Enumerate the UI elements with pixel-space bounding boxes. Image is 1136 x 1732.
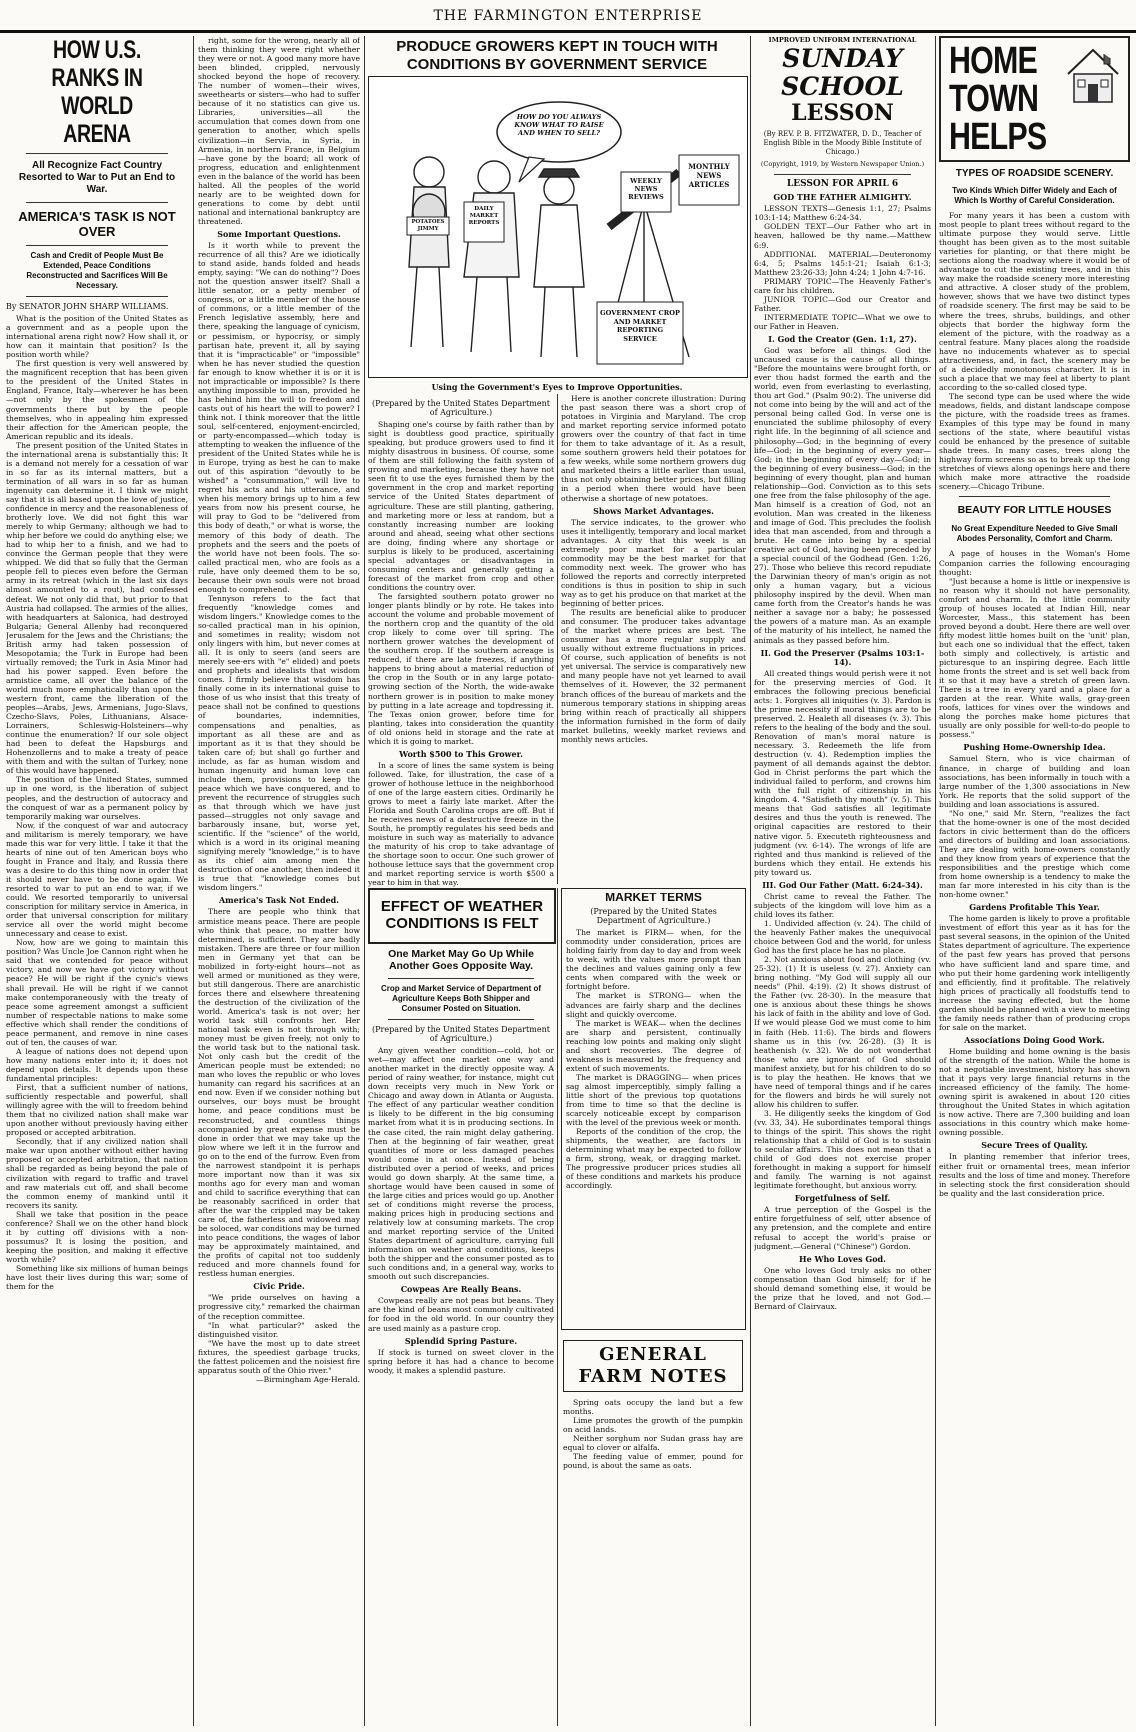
credit: (Prepared by the United States Department of Agriculture.)	[372, 1025, 550, 1044]
paragraph: "In what particular?" asked the distinguished visitor.	[198, 1320, 360, 1339]
market-terms-content	[566, 893, 741, 1325]
column-1	[6, 36, 188, 1726]
produce-column-left	[368, 394, 554, 934]
headline-produce: PRODUCE GROWERS KEPT IN TOUCH WITH CONDITIONS BY GOVERNMENT SERVICE	[396, 38, 718, 73]
divider	[26, 153, 168, 154]
paragraph: Now, if the conquest of war and autocracy and militarism is merely temporary, we have made this war for very little. I take it that the hearts of nine out of ten American boys who fought in France and Italy, and Russia there was a desire to do this thing now in order that it should never have to be done again. We resorted to war to put an end to war, if we could. We resorted temporarily to universal conscription for military service in America, in order that universal conscription for military service all over the world might become unnecessary and cease to exist.	[6, 820, 188, 939]
cartoon-balloon-text: HOW DO YOU ALWAYS KNOW WHAT TO RAISE AND WHEN TO SELL?	[514, 113, 604, 137]
paragraph: 1. Undivided affection (v. 24). The child of the heavenly Father makes the unequivocal choice between God and the world, for unless God has the first place he has no place.	[754, 918, 931, 956]
paragraph: Christ came to reveal the Father. The subjects of the kingdom will love him as a child loves its father.	[754, 891, 931, 919]
paragraph: The market is WEAK— when the declines are sharp and persistent, continually reaching low points and making only slight and short recoveries. The degree of weakness is measured by the frequency and extent of such movements.	[566, 1018, 741, 1073]
subhead: I. God the Creator (Gen. 1:1, 27).	[768, 333, 917, 344]
lesson-logo: LESSON	[791, 100, 894, 127]
subhead: Secure Trees of Quality.	[981, 1140, 1088, 1151]
subhead: Pushing Home-Ownership Idea.	[963, 742, 1106, 753]
headline-roadside: TYPES OF ROADSIDE SCENERY.	[955, 168, 1114, 179]
deck-roadside: Two Kinds Which Differ Widely and Each of Which Is Worthy of Careful Consideration.	[952, 186, 1117, 205]
paragraph: Neither sorghum nor Sudan grass hay are equal to clover or alfalfa.	[563, 1434, 743, 1453]
sign-weekly: WEEKLY NEWS REVIEWS	[628, 177, 664, 201]
column-5	[754, 36, 931, 1726]
headline-farm-notes: GENERAL FARM NOTES	[578, 1344, 728, 1387]
deck-little-houses: No Great Expenditure Needed to Give Small Abodes Personality, Comfort and Charm.	[951, 524, 1118, 544]
paragraph: Home building and home owning is the basis of the strength of the nation. While the home is not a negotiable investment, history has shown that it pays very large financial returns in the increased efficiency of the family. The home-owning spirit is awakened in about 120 cities throughout the United States in which agitation is now active. There are 7,300 building and loan associations in this country which make home-owning possible.	[939, 1046, 1130, 1138]
paragraph: right, some for the wrong, nearly all of them thinking they were right whether they were or not. A good many more have been blinded, crippled, nervously shocked beyond the hope of recovery. The number of women—their wives, sweethearts or sisters—who had to suffer because of it no statistics can give us. Libraries, universities—all the accumulation that comes down from one generation to another, which spells civilization—in Servia, in Syria, in Armenia, in northern France, in Belgium—have gone by the board; all work of progress, education and enlightenment even in the balance of the world has been halted. All the peoples of the world nearly are to be weighted down for generations to come by debt until national and international bankruptcy are threatened.	[198, 36, 360, 226]
divider	[26, 245, 168, 246]
subhead: Shows Market Advantages.	[593, 505, 714, 516]
divider	[26, 202, 168, 203]
weather-column	[368, 946, 554, 1726]
masthead-rule	[0, 30, 1136, 33]
paragraph: The market is FIRM— when, for the commodity under consideration, prices are holding fairly from day to day and from week to week, with the values more prompt than the declines and values gaining only a few cents when compared with the week or fortnight before.	[566, 928, 741, 992]
column-rule	[935, 36, 936, 1726]
headline-weather: EFFECT OF WEATHER CONDITIONS IS FELT	[380, 898, 544, 932]
attribution: —Birmingham Age-Herald.	[255, 1374, 360, 1384]
paragraph: Now, how are we going to maintain this position? Was Uncle Joe Cannon right when he said that we contended for peace without victory, and now we have got victory without peace? He will be right if the cynic's views shall prevail. He will be right if we cannot make contemporaneously with the treaty of peace some agreement amongst a sufficient number of respectable nations to make some effective which shall render the conditions of peace permanent, and remove in nine cases out of ten, the causes of war.	[6, 938, 188, 1047]
paragraph: A page of houses in the Woman's Home Companion carries the following encouraging thought:	[939, 549, 1130, 577]
paragraph: JUNIOR TOPIC—God our Creator and Father.	[754, 294, 931, 313]
sunday-school-logo: SUNDAY SCHOOL	[781, 44, 904, 102]
sign-monthly: MONTHLY NEWS ARTICLES	[688, 162, 730, 189]
deck-weather: One Market May Go Up While Another Goes Opposite Way.	[388, 948, 534, 972]
copyright: (Copyright, 1919, by Western Newspaper Union.)	[760, 160, 925, 169]
paragraph: The farsighted southern potato grower no longer plants blindly or by rote. He takes into account the volume and probable movement of the northern crop and the quantity of the old crop likely to come over till spring. The northern grower watches the development of the southern crop. If the southern acreage is reduced, if there are late freezes, if anything happens to bring about a material reduction of the crop in the South or in any large potato-growing section of the North, the wide-awake northern grower is in position to make money by putting in a late acreage and topdressing it. The Texas onion grower, before time for planting, takes into consideration the quantity of old onions held in storage and the rate at which it is going to market.	[368, 591, 554, 746]
kicker: IMPROVED UNIFORM INTERNATIONAL	[768, 36, 917, 44]
farm-notes-column	[563, 1398, 743, 1726]
house-icon	[1064, 44, 1122, 108]
subhead: Some Important Questions.	[217, 228, 341, 239]
divider	[388, 978, 534, 979]
column-2	[198, 36, 360, 1726]
column-6	[939, 36, 1130, 1726]
divider	[26, 296, 168, 297]
paragraph: First, that a sufficient number of nations, sufficiently respectable and powerful, shall willingly agree with the will to freedom behind them that no civilized nation shall make war upon another without previously having either proposed or accepted arbitration.	[6, 1083, 188, 1138]
paragraph: Secondly, that if any civilized nation shall make war upon another without either having proposed or accepted arbitration, that nation shall be regarded as being beyond the pale of civilization with regard to traffic and travel and raw materials cut off, and shall become the common enemy of mankind until it recovers its sanity.	[6, 1137, 188, 1210]
paragraph: Samuel Stern, who is vice chairman of finance, in charge of building and loan associations, has been informally in touch with a large number of the 1,300 associations in New York. He reports that the solid support of the building and loan associations is assured.	[939, 754, 1130, 809]
paragraph: Shall we take that position in the peace conference? Shall we on the other hand block it by cutting off divisions with a non-possumus? It is losing the position, and keeping the position, and making it effective worth while?	[6, 1209, 188, 1264]
sign-government: GOVERNMENT CROP AND MARKET REPORTING SERVICE	[600, 309, 680, 343]
subhead: Associations Doing Good Work.	[964, 1034, 1105, 1045]
subhead: Civic Pride.	[253, 1281, 305, 1292]
lesson-name: GOD THE FATHER ALMIGHTY.	[773, 192, 912, 203]
paragraph: Here is another concrete illustration: During the past season there was a short crop of potatoes in Virginia and Maryland. The crop and market reporting service informed potato growers over the country of that fact in time for them to take advantage of it. As a result, some southern growers held their potatoes for a few weeks, while some northern growers dug and marketed theirs a little earlier than usual, thus not only obtaining better prices, but filling in a period when there would have been otherwise a shortage of new potatoes.	[561, 394, 746, 503]
subhead: America's Task Not Ended.	[218, 895, 340, 906]
paragraph: LESSON TEXTS—Genesis 1:1, 27; Psalms 103:1-14; Matthew 6:24-34.	[754, 204, 931, 223]
paragraph: There are people who think that armistice means peace. There are people who think that peace, no matter how determined, is sufficient. They are badly mistaken. There are three or four million men in Germany yet that can be mobilized in forty-eight hours—not as well armed or munitioned as they were, but still dangerous. There are anarchistic forces there and elsewhere threatening the destruction of the civilization of the world. America's task is not over; her world task still confronts her. Her national task even is not through with; money must be given freely, not only to the world task but to the national task. Not only cash but the credit of the American people must be extended; no man who loves the republic or who loves humanity can regard his sacrifices at an end now. Even if we consider nothing but ourselves, our boys must be brought home, and peace conditions must be reconstructed, and countless things accompanied by great expense must be done in order that we may take up the plow where we left it in the furrow and go on to the end of the furrow. Even from the narrowest standpoint it is perhaps more important now than it was six months ago for every man and woman and child to sacrifice everything that can be reasonably sacrificed in order that after the war the crippled may be taken care of, the fatherless and widowed may be soloced, war conditions may be turned into peace conditions, the wages of labor may be approximately maintained, and the profits of capital not too suddenly reduced and more channels found for restless human energies.	[198, 907, 360, 1279]
subhead: Splendid Spring Pasture.	[404, 1335, 518, 1346]
paragraph: Shaping one's course by faith rather than by sight is doubtless good practice, spiritually speaking, but produce growers used to find it mighty disastrous in business. Of course, some of them are still following the faith system of growing and marketing, because they have not seen fit to use the eyes furnished them by the government in the crop and market reporting service of the United States department of agriculture. These are still planting, gathering, and marketing more or less at random, but a constantly increasing number are looking around and ahead, seeing what other sections are doing, finding where any shortage or surplus is likely to be produced, ascertaining special advantages or disadvantages in consuming centers and generally getting a forecast of the market from crop and other conditions the country over.	[368, 420, 554, 592]
label-daily-market: DAILY MARKET REPORTS	[468, 206, 500, 226]
column-rule	[557, 394, 558, 884]
paragraph: "We have the most up to date street fixtures, the speediest garbage trucks, the fattest policemen and the noisiest fire apparatus south of the Ohio river."	[198, 1338, 360, 1375]
paragraph: One who loves God truly asks no other compensation than God himself; for if he should demand something else, it would be the prize that he loved, and not God.—Bernard of Clairvaux.	[754, 1265, 931, 1311]
paragraph: Is it worth while to prevent the recurrence of all this? Are we idiotically to stand aside, hands folded and heads empty, saying: "We can do nothing"? Does not the question answer itself? Shall a little senator, or a petty member of congress, or a little member of the house of commons, or a little member of the French legislative assembly, here and there, speaking the language of cynicism, or pessimism, or hypocrisy, or simply partisan hate, prevent it, all by saying that it is "impracticable" or "impossible" when he has never studied the question far enough to know whether it is or it is not impracticable or impossible? Is there anything impossible to man, provided he has behind him the will to freedom and casts out of his heart the will to power? I think not. I think moreover that the little soul, self-centered, enjoyment-encircled, or party-encompassed—which today is attempting to weaken the influence of the president of the United States while he is in Europe, trying as best he can to make out of this aspiration "devoutly to be wished" a "consummation," will live to regret his acts and his utterance, and when his memory brings up to him a few years from now his present course, he will pray to God to be "delivered from this body of death," or what is worse, the memory of this body of death. The prophets and the seers and the poets of the world have not been fools. The so-called practical men, who are fools as a rule, have only deemed them to be so, because their own souls were not broad enough to comprehend.	[198, 241, 360, 594]
subhead: He Who Loves God.	[799, 1253, 886, 1264]
paragraph: The first question is very well answered by the magnificent reception that has been given to the president of the United States in England, France, Italy—wherever he has been—not only by the spokesmen of the governments there but by the people themselves, who in appealing him expressed their affection for the American people, the American republic and its ideals.	[6, 359, 188, 441]
paragraph: The feeding value of emmer, pound for pound, is about the same as oats.	[563, 1452, 743, 1471]
column-rule	[750, 36, 751, 1726]
cartoon-illustration	[368, 76, 748, 378]
paragraph: Any given weather condition—cold, hot or wet—may affect one market one way and another market in the directly opposite way. A period of rainy weather, for instance, might cut down receipts very much in New York or Chicago and away down in Atlanta or Augusta. The effect of any particular weather condition is likely to be different in the big consuming market from what it is in producing sections. In the case cited, the rain might delay gathering. Then at the beginning of fair weather, great quantities of more or less damaged peaches would come in at once. Instead of being distributed over a period of weeks, and prices would go down sharply. At the same time, a shortage would have been caused in some of the large cities and prices would go up. Another set of conditions might reverse the process, making prices high in producing sections and relatively low at consuming markets. The crop and market reporting service of the United States department of agriculture, carrying full information on weather and conditions, keeps both the shipper and the consumer posted as to such conditions and, in a general way, works to smooth out such discrepancies.	[368, 1046, 554, 1282]
paragraph: ADDITIONAL MATERIAL—Deuteronomy 6:4, 5; Psalms 145:1-21; Isaiah 6:1-3; Matthew 23:26-33; John 4:24; 1 John 4:7-16.	[754, 249, 931, 277]
headline-little-houses: BEAUTY FOR LITTLE HOUSES	[957, 504, 1112, 517]
farm-notes-banner	[563, 1340, 743, 1392]
lesson-date: LESSON FOR APRIL 6	[786, 179, 899, 190]
byline: By SENATOR JOHN SHARP WILLIAMS.	[6, 302, 169, 311]
paragraph: A true perception of the Gospel is the entire forgetfulness of self, utter absence of any pretension, and the complete and entire refusal to accept the world's praise or judgment.—General ("Chinese") Gordon.	[754, 1205, 931, 1251]
paragraph: The results are beneficial alike to producer and consumer. The producer takes advantage of the market where prices are best. The consumer has a more regular supply and usually without extreme fluctuations in prices. Of course, such application of benefits is not yet universal. The service is comparatively new and many people have not yet learned to avail themselves of it. However, the 32 permanent branch offices of the bureau of markets and the numerous temporary stations in shipping areas bring within reach of practically all shippers the information furnished in the form of daily market bulletins, weekly market reviews and monthly news articles.	[561, 608, 746, 744]
headline-task-not-over: AMERICA'S TASK IS NOT OVER	[18, 209, 176, 239]
paragraph: 3. He diligently seeks the kingdom of God (vv. 33, 34). He subordinates temporal things to things of the spirit. This shows the right relationship that a child of God is to sustain to secular affairs. This does not mean that a child of God does not exercise proper forethought in making a support for himself and family. The warning is not against legitimate forethought, but anxious worry.	[754, 1108, 931, 1191]
logo-helps: HELPS	[949, 116, 1047, 158]
paragraph: INTERMEDIATE TOPIC—What we owe to our Father in Heaven.	[754, 312, 931, 331]
paragraph: "We pride ourselves on having a progressive city," remarked the chairman of the reception committee.	[198, 1293, 360, 1321]
paragraph: Spring oats occupy the land but a few months.	[563, 1398, 743, 1417]
subhead: Cowpeas Are Really Beans.	[400, 1284, 522, 1295]
paragraph: A league of nations does not depend upon how many nations enter into it; it does not depend upon details. It depends upon these fundamental principles:	[6, 1046, 188, 1083]
headline-us-ranks: HOW U.S. RANKS IN WORLD ARENA	[51, 36, 143, 148]
column-rule	[193, 36, 194, 1726]
paragraph: The home garden is likely to prove a profitable investment of effort this year as it has for the past several seasons, in the opinion of the United States department of agriculture. The experience of the past few years has proved that persons who have sufficient land and spare time, and who put their home gardening work intelligently and efficiently, find it profitable. The relatively high prices of practically all foodstuffs tend to increase the saving effected, but the home garden should be planned with a view to meeting the family needs rather than of producing crops for sale on the market.	[939, 914, 1130, 1032]
weather-headline-box	[368, 888, 556, 944]
subhead: Gardens Profitable This Year.	[969, 902, 1100, 913]
paragraph: Reports of the condition of the crop, the shipments, the weather, are factors in determining what may be expected to follow a firm, strong, weak, or dragging market. The progressive producer prices studies all of these conditions and markets his produce accordingly.	[566, 1127, 741, 1191]
paragraph: Cowpeas really are not peas but beans. They are the kind of beans most commonly cultivated for food in the old world. In our country they are used mainly as a pasture crop.	[368, 1296, 554, 1333]
paragraph: The second type can be used where the wide meadows, fields, and distant landscape compose the picture, with the roadside trees as frames. Examples of this type may be found in many sections of the state, where beautiful vistas could be enhanced by the presence of suitable shade trees. In many cases, trees along the highway form screens so as to break up the long stretches of views along openings here and there which make more attractive the roadside scenery.—Chicago Tribune.	[939, 391, 1130, 492]
paragraph: "Just because a home is little or inexpensive is no reason why it should not have personality, comfort and charm. In the little community group of houses located at Indian Hill, near Worcester, Mass., this statement has been proved beyond a doubt. Here there are well over fifty modest little homes built on the 'unit' plan, but each one so individual that the effect, taken both simply and collectively, is artistic and picturesque to an inspiring degree. Each little home fronts the street and is set well back from it so that it may have a stretch of green lawn. There is a tree in every yard and a place for a garden at the rear. White walls, gray-green roofs, lattices for vines over the windows and along the porches make home pictures that usually are only possible for well-to-do people to possess."	[939, 576, 1130, 740]
paragraph: The present position of the United States in the international arena is substantially this: It is a demand not merely for a cessation of war in so far as its internal matters, but a termination of all wars in so far as human ingenuity can determine it. I think we might say that it is all based upon the love of justice, confidence in mercy and the reasonableness of brotherly love. We did not fight this war merely to whip Germany; although we had to whip her before we could do anything else; we had to whip her to a finish, and we had to convince the German people that they were whipped. We did that so fully that the German people fell to pieces even before the German army in its retreat (which in the last six days almost amounted to a rout), had confessed defeat. We not only did that, but prior to that Austria had collapsed. The armies of the allies, with headquarters at Salonica, had destroyed Bulgaria; General Allenby had reconquered Jerusalem for the Jews and the Christians; the British army had taken possession of Mesopotamia; the Turk in Europe had been virtually removed; the Turk in Asia Minor had had his power sapped. Even before the armistice came, all over the balance of the world much more emphatically than upon the western front, came the liberation of the peoples—Arabs, Jews, Armenians, Jugo-Slavs, Czecho-Slavs, Poles, Lithuanians, Alsace-Lorrainers, Schleswig-Holsteiners—why continue the enumeration? If our sole object had been to defeat the Hapsburgs and Hohenzollerns and to make a treaty of peace with them and with the sultan of Turkey, none of this would have happened.	[6, 440, 188, 776]
headline-market-terms: MARKET TERMS	[605, 893, 702, 904]
label-potatoes: POTATOES JIMMY	[411, 219, 445, 232]
produce-column-right	[561, 394, 746, 884]
paragraph: Something like six millions of human beings have lost their lives during this war; some of them for the	[6, 1263, 188, 1292]
divider	[388, 1019, 534, 1020]
credit: (Prepared by the United States Department of Agriculture.)	[590, 907, 717, 926]
paragraph: The market is STRONG— when the advances are fairly sharp and the declines slight and quickly overcome.	[566, 991, 741, 1019]
paragraph: What is the position of the United States as a government and as a people upon the international arena right now? How shall it, or how can it maintain that position? Is the position worth while?	[6, 314, 188, 360]
deck-cash-credit: Cash and Credit of People Must Be Extended, Peace Conditions Reconstructed and Sacrifices Will Be Necessary.	[26, 251, 168, 290]
paragraph: Tennyson refers to the fact that frequently "knowledge comes and wisdom lingers." Knowledge comes to the so-called practical man in his opinion, and sometimes in reality; wisdom not only lingers with him, but never comes at all. It is only to seers (and seers are merely see-ers with "e" elided) and poets and prophets and idealists that wisdom comes. I firmly believe that wisdom has finally come in its international guise to those of us who insist that this treaty of peace shall not be confined to questions of boundaries, indemnities, compensations and penalties, as important as all these are and as important as it is that they should be taken care of; but shall go further and include, as far as human wisdom and human ingenuity and human love can include them, provisions to keep the peace which we have conquered, and to prevent the recurrence of struggles such as that through which we have just passed—struggles not only savage and barbarously insane, but, worse yet, scientific. If the "science" of the world, which is a word in its original meaning signifying merely "knowledge," is to have as its chief aim among men the destruction of one another, then indeed it is true that "knowledge comes but wisdom lingers."	[198, 593, 360, 893]
logo-home: HOME	[949, 40, 1037, 82]
paragraph: 2. Not anxious about food and clothing (vv. 25-32). (1) It is useless (v. 27). Anxiety can bring nothing. "My God will supply all our needs" (Phil. 4:19). (2) It shows distrust of the Father (vv. 28-30). In the measure that one is anxious about these things he shows his lack of faith in the ability and love of God. If we would please God we must come to him in faith (Heb. 11:6). The birds and flowers shame us in this (vv. 26-28). (3) It is heathenish (v. 32). We do not wonderthat those who are ignorant of God should manifest anxiety, but for his children to do so is to play the heathen. He knows that we have need of temporal things and if he cares for the flowers and birds he will surely not allow his children to suffer.	[754, 955, 931, 1109]
paragraph: The position of the United States, summed up in one word, is the liberation of subject peoples, and the destruction of autocracy and the conquest of war as a permanent policy by temporarily making war ourselves.	[6, 775, 188, 821]
masthead: THE FARMINGTON ENTERPRISE	[433, 8, 703, 24]
paragraph: God was before all things. God the uncaused cause is the cause of all things. "Before the mountains were brought forth, or ever thou hadst formed the earth and the world, even from everlasting to everlasting, thou art God." (Psalm 90:2). The universe did not come into being by the will and act of the personal being called God. In verse one is enunciated the sublime philosophy of every right life. In the beginning of all science and philosophy—God; in the beginning of every life—God; in the beginning of every year—God; in the beginning of every day—God; in the beginning of every business—God; in the beginning of every thought, plan and human relationship—God. Conviction as to this sets one free from the false philosophy of the age. Man himself is a creation of God, not an evolution. Man was created in the likeness and image of God. This precludes the foolish idea that man ascended, from and through a brute. He came into being by a special creative act of God, having been preceded by a special council of the Godhead (Gen. 1:26, 27). Those who believe this record repudiate the Darwinian theory of man's origin as not only a human vagary, but a vicious philosophy inspired by the devil. When man came forth from the Creator's hands he was neither a savage nor a baby; he possessed the powers of a mature man. As an example of the maturity of his intellect, he named the animals as they passed before him.	[754, 346, 931, 645]
paragraph: "No one," said Mr. Stern, "realizes the fact that the home-owner is one of the most decided factors in civic betterment than do the officers and directors of building and loan associations. They are dealing with home-owners constantly and they know from years of experience that the responsibilities and the prestige which come from home ownership is a tendency to make the man far more interested in his city than is the non-home owner."	[939, 808, 1130, 900]
paragraph: In planting remember that inferior trees, either fruit or ornamental trees, mean inferior results and the loss of time and money. Therefore in selecting stock the first consideration should be quality and the last consideration price.	[939, 1152, 1130, 1198]
paragraph: The market is DRAGGING— when prices sag almost imperceptibly, simply falling a little short of the previous top quotations from time to time so that the decline is scarcely noticeable except by comparison with the level of the previous week or month.	[566, 1072, 741, 1128]
column-rule	[364, 36, 365, 1726]
divider	[774, 174, 911, 175]
paragraph: GOLDEN TEXT—Our Father who art in heaven, hallowed be thy name.—Matthew 6:9.	[754, 222, 931, 250]
subhead: Forgetfulness of Self.	[794, 1193, 891, 1204]
paragraph: If stock is turned on sweet clover in the spring before it has had a chance to become woody, it makes a splendid pasture.	[368, 1347, 554, 1375]
subhead: Worth $500 to This Grower.	[399, 748, 523, 759]
subhead: II. God the Preserver (Psalms 103:1-14).	[760, 647, 925, 667]
column-rule	[557, 888, 558, 1726]
paragraph: For many years it has been a custom with most people to plant trees without regard to the ultimate purpose they would serve. Little thought has been given as to the most suitable varieties for planting, or that there might be sections along the roadway where it would be of advantage to cut the existing trees, and in this way make the roadside scenery more interesting and attractive. A closer study of the problem, however, shows that we have two distinct types of roadside scenery. The first may be said to be where the trees, shrubs, buildings, and other objects that border the highway form the element of the picture, with the roadway as a central feature. Many places along the roadside have no inducements whatever as to special attractiveness, and, in fact, the scenery may be of a decidedly monotonous character. It is in such a place that we may feel at liberty to plant according to the so-called closed type.	[939, 211, 1130, 392]
cartoon-caption: Using the Government's Eyes to Improve Opportunities.	[431, 382, 683, 392]
home-town-helps-logo	[939, 36, 1130, 162]
paragraph: The service indicates, to the grower who uses it intelligently, temporary and local market advantages. A city that this week is an extremely poor market for a particular commodity may be the best market for that commodity next week. The grower who has followed the reports and correctly interpreted conditions is thus in position to ship in such way as to get his produce on that market at the beginning of better prices.	[561, 517, 746, 609]
subhead: III. God Our Father (Matt. 6:24-34).	[762, 879, 923, 890]
paragraph: All created things would perish were it not for the preserving mercies of God. It embraces the following precious beneficial acts: 1. Forgives all iniquities (v. 3). Pardon is the prime necessity if moral things are to be preserved. 2. Healeth all diseases (v. 3). This refers to the healing of the body and the soul. Renovation of man's moral nature is necessary. 3. Redeemeth the life from destruction (v. 4). Redemption implies the payment of all demands against the debtor. God in Christ performs the part which the individual failed to perform, and crowns him with the full right of citizenship in his kingdom. 4. "Satisfieth thy mouth" (v. 5). This means that God satisfies all legitimate desires and thus the youth is renewed. The original capacities are restored to their native vigor. 5. Executeth righteousness and judgment (vv. 6-14). The wrongs of life are righted and thus mankind is relieved of the burdens which they entail. He extends his pity toward us.	[754, 668, 931, 877]
credit: (Prepared by the United States Department of Agriculture.)	[372, 399, 550, 418]
deck-war: All Recognize Fact Country Resorted to War to Put an End to War.	[18, 160, 176, 195]
paragraph: PRIMARY TOPIC—The Heavenly Father's care for his children.	[754, 276, 931, 295]
paragraph: In a score of lines the same system is being followed. Take, for illustration, the case of a grower of hothouse lettuce in the neighborhood of one of the large eastern cities. Ordinarily he grows to meet a fairly late market. After the Florida and South Carolina crops are off. But if he receives news of a destructive freeze in the South, he promptly regulates his seed beds and moisture in such way as materially to advance the maturity of his crop to take advantage of the shortage soon to occur. One such grower of hothouse lettuce says that the government crop and market reporting service is worth $500 a year to him in that way.	[368, 760, 554, 888]
market-terms-box	[561, 888, 746, 1330]
divider	[959, 496, 1110, 497]
paragraph: Lime promotes the growth of the pumpkin on acid lands.	[563, 1416, 743, 1435]
logo-town: TOWN	[949, 78, 1039, 120]
byline: (By REV. P. B. FITZWATER, D. D., Teacher of English Bible in the Moody Bible Institute of Chicago.)	[763, 130, 922, 157]
deck-weather-2: Crop and Market Service of Department of Agriculture Keeps Both Shipper and Consumer Posted on Situation.	[380, 984, 542, 1013]
